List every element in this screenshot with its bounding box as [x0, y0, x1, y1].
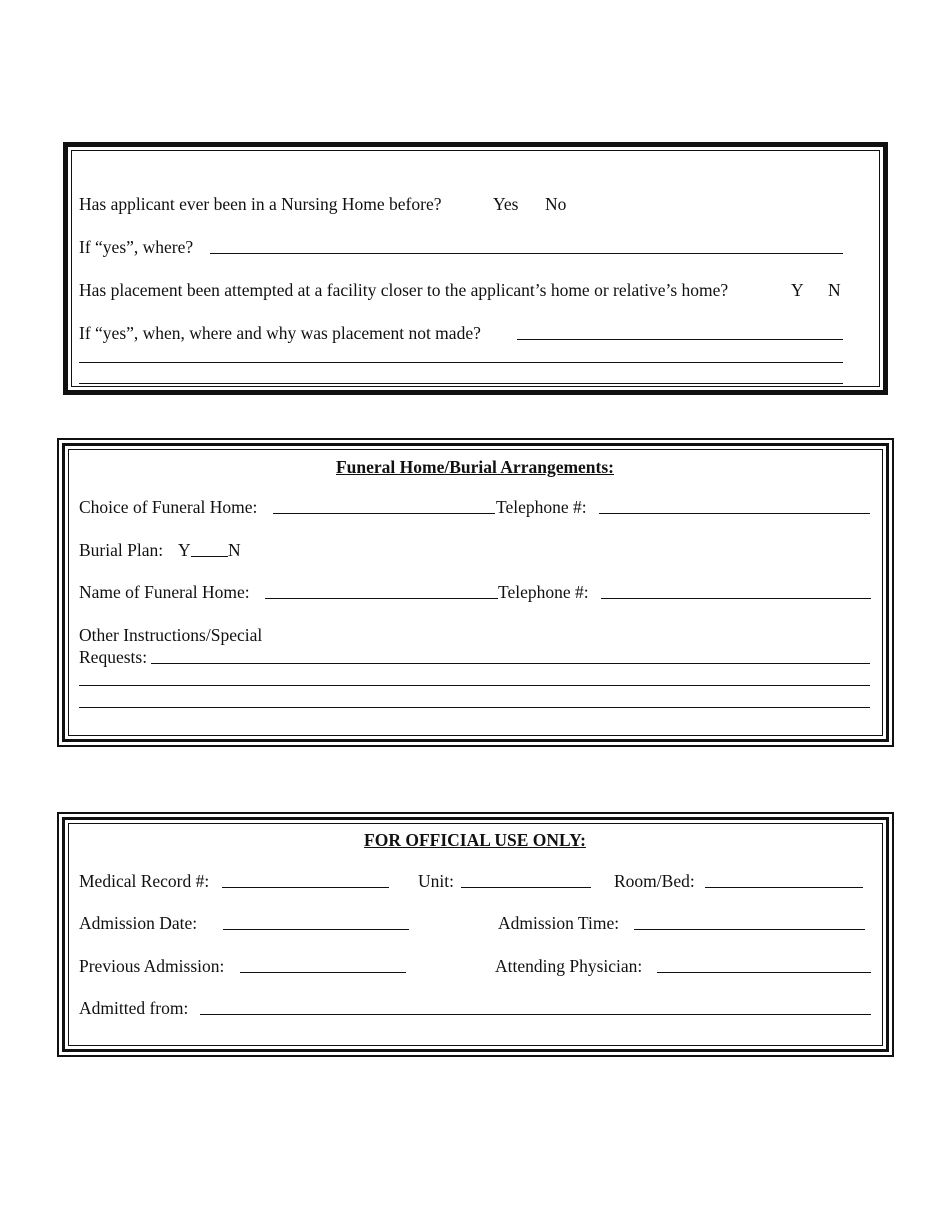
- if-yes-where-label: If “yes”, where?: [79, 237, 194, 257]
- burial-plan-label: Burial Plan:: [79, 540, 164, 560]
- admission-date-field[interactable]: [223, 929, 409, 930]
- special-requests-field[interactable]: [151, 663, 870, 664]
- room-bed-field[interactable]: [705, 887, 863, 888]
- special-requests-field-line-2[interactable]: [79, 685, 870, 686]
- name-funeral-home-label: Name of Funeral Home:: [79, 582, 250, 602]
- prior-placement-section: [63, 142, 888, 395]
- unit-label: Unit:: [418, 871, 454, 891]
- choice-telephone-label: Telephone #:: [496, 497, 587, 517]
- admission-time-label: Admission Time:: [498, 913, 620, 933]
- name-telephone-label: Telephone #:: [498, 582, 589, 602]
- special-requests-label: Requests:: [79, 647, 148, 667]
- placement-not-made-label: If “yes”, when, where and why was placement not made?: [79, 323, 481, 343]
- admission-date-label: Admission Date:: [79, 913, 198, 933]
- previous-admission-label: Previous Admission:: [79, 956, 225, 976]
- placement-not-made-field[interactable]: [517, 339, 843, 340]
- other-instructions-label: Other Instructions/Special: [79, 625, 263, 645]
- unit-field[interactable]: [461, 887, 591, 888]
- official-section-title: FOR OFFICIAL USE ONLY:: [364, 830, 586, 850]
- burial-plan-n-option[interactable]: N: [228, 540, 241, 560]
- placement-not-made-field-line-2[interactable]: [79, 362, 843, 363]
- funeral-section-title: Funeral Home/Burial Arrangements:: [335, 457, 615, 477]
- admission-time-field[interactable]: [634, 929, 865, 930]
- choice-funeral-home-label: Choice of Funeral Home:: [79, 497, 258, 517]
- closer-facility-question: Has placement been attempted at a facility closer to the applicant’s home or relative’s home?: [79, 280, 729, 300]
- attending-physician-field[interactable]: [657, 972, 871, 973]
- admitted-from-field[interactable]: [200, 1014, 871, 1015]
- special-requests-field-line-3[interactable]: [79, 707, 870, 708]
- nursing-home-question: Has applicant ever been in a Nursing Home before?: [79, 194, 442, 214]
- burial-plan-field[interactable]: [191, 556, 228, 557]
- if-yes-where-field[interactable]: [210, 253, 843, 254]
- nursing-home-no-option[interactable]: No: [545, 194, 567, 214]
- room-bed-label: Room/Bed:: [614, 871, 695, 891]
- attending-physician-label: Attending Physician:: [495, 956, 643, 976]
- medical-record-field[interactable]: [222, 887, 389, 888]
- medical-record-label: Medical Record #:: [79, 871, 210, 891]
- name-telephone-field[interactable]: [601, 598, 871, 599]
- placement-not-made-field-line-3[interactable]: [79, 383, 843, 384]
- name-funeral-home-field[interactable]: [265, 598, 498, 599]
- burial-plan-y-option[interactable]: Y: [178, 540, 191, 560]
- admitted-from-label: Admitted from:: [79, 998, 189, 1018]
- choice-funeral-home-field[interactable]: [273, 513, 495, 514]
- choice-telephone-field[interactable]: [599, 513, 870, 514]
- nursing-home-yes-option[interactable]: Yes: [493, 194, 519, 214]
- closer-facility-n-option[interactable]: N: [828, 280, 841, 300]
- previous-admission-field[interactable]: [240, 972, 406, 973]
- closer-facility-y-option[interactable]: Y: [791, 280, 804, 300]
